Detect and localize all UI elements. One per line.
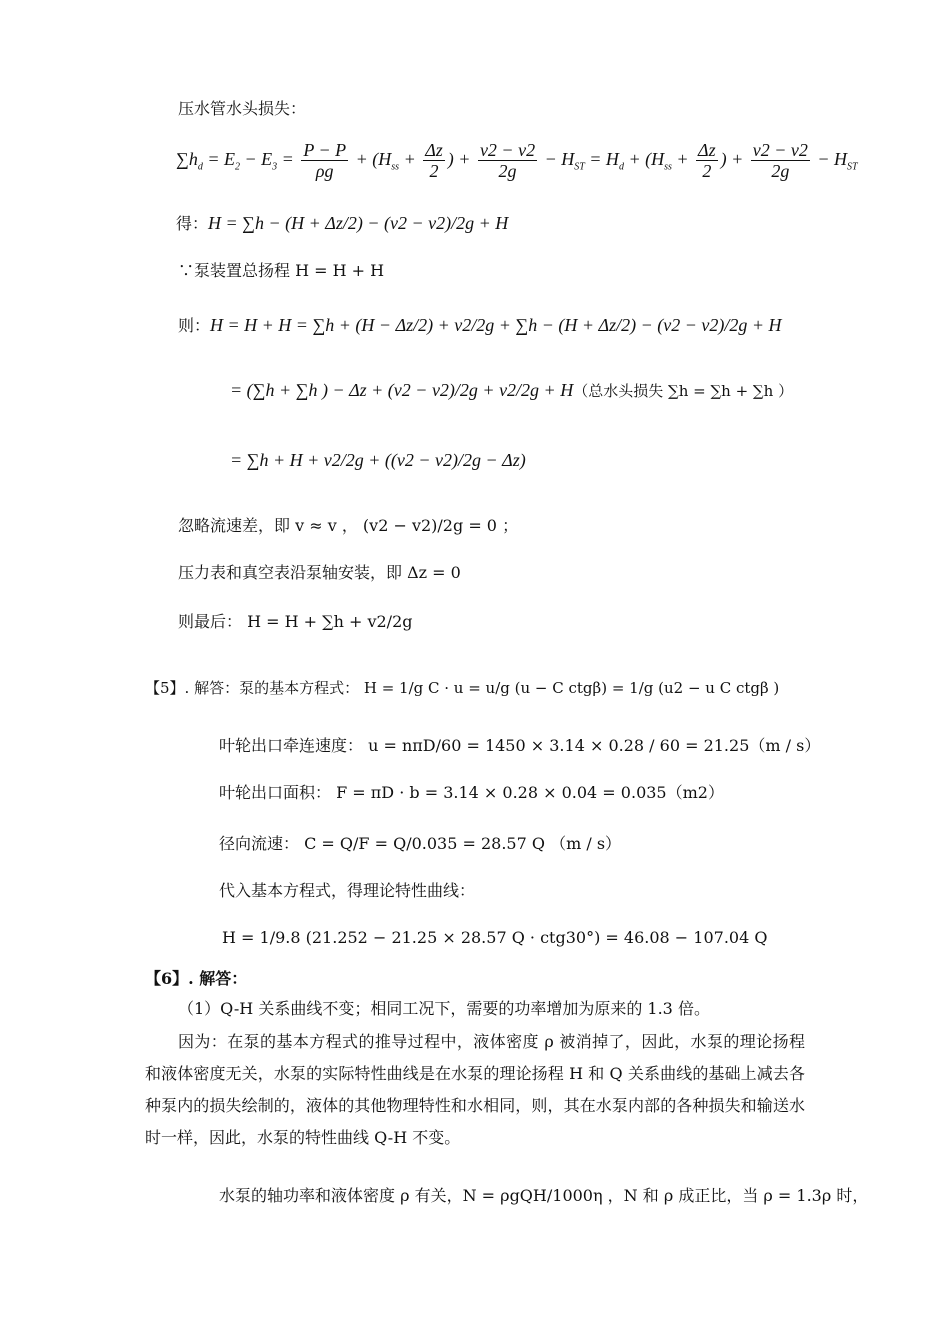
- equation-segment: ) +: [720, 149, 748, 169]
- fraction-numerator: v2 − v2: [752, 140, 808, 161]
- fraction: [696, 140, 718, 181]
- equation-line: 叶轮出口面积： F = πD · b = 3.14 × 0.28 × 0.04 = 0.035（m2）: [219, 783, 724, 802]
- fraction-numerator: Δz: [698, 140, 716, 161]
- equation-line: 径向流速： C = Q/F = Q/0.035 = 28.57 Q （m / s）: [219, 834, 622, 853]
- equation-label: 得：: [176, 214, 209, 233]
- equation-line: ∵泵装置总扬程 H = H + H: [178, 261, 385, 280]
- equation-line: $\sum h_d = E_2 - E_3$ = $\frac{P - P}{\rho g}$ + ($H_{ss}$ + $\frac{\Delta z}{2}$ ) + $\frac{v2 - v2}{2g}$ − $H_{ST} = H_d + (H_{ss}$ + $\frac{\Delta z}{2}$ ) + $\frac{v2 - v2}{2g}$ − $H_{ST}$: [176, 140, 858, 182]
- equation-segment: = E: [202, 149, 235, 169]
- fraction-numerator: v2 − v2: [479, 140, 536, 161]
- equation-label: 则：: [178, 316, 211, 335]
- equation-text: H = H + H = ∑h + (H − Δz/2) + v2/2g + ∑h − (H + Δz/2) − (v2 − v2)/2g + H: [210, 315, 782, 335]
- fraction: [301, 140, 348, 181]
- fraction-denominator: 2g: [771, 161, 790, 182]
- paragraph: 因为：在泵的基本方程式的推导过程中，液体密度 ρ 被消掉了，因此，水泵的理论扬程和液体密度无关，水泵的实际特性曲线是在水泵的理论扬程 H 和 Q 关系曲线的基础上减去各种泵内的损失绘制的，液体的其他物理特性和水相同，则，其在水泵内部的各种损失和输送水时一样，因此，水泵的特性曲线 Q-H 不变。: [145, 1032, 805, 1147]
- equation-line: 叶轮出口牵连速度： u = nπD/60 = 1450 × 3.14 × 0.28 / 60 = 21.25（m / s）: [219, 736, 821, 755]
- text-line: 代入基本方程式，得理论特性曲线：: [219, 881, 476, 900]
- text-line: 压力表和真空表沿泵轴安装，即 Δz = 0: [178, 563, 461, 582]
- equation-line: [230, 370, 793, 410]
- equation-line: 则最后： H = H + ∑h + v2/2g: [178, 612, 413, 631]
- equation-segment: − E: [240, 149, 273, 169]
- equation-segment: = H: [584, 149, 619, 169]
- equation-line: [176, 205, 508, 241]
- equation-segment: ∑h: [176, 149, 198, 169]
- equation-segment: +: [399, 149, 421, 169]
- equation-segment: ) +: [447, 149, 475, 169]
- equation-line: H = 1/9.8 (21.252 − 21.25 × 28.57 Q · ctg30°) = 46.08 − 107.04 Q: [222, 928, 768, 947]
- equation-line: 【5】. 解答：泵的基本方程式： H = 1/g C · u = u/g (u − C ctgβ) = 1/g (u2 − u C ctgβ ): [145, 679, 780, 697]
- fraction: [478, 140, 537, 181]
- equation-line: = ∑h + H + v2/2g + ((v2 − v2)/2g − Δz): [230, 450, 526, 470]
- equation-segment: +: [671, 149, 694, 169]
- fraction-denominator: ρg: [315, 161, 334, 182]
- fraction: [751, 140, 810, 181]
- equation-segment: =: [277, 149, 299, 169]
- text-line: （1）Q-H 关系曲线不变；相同工况下，需要的功率增加为原来的 1.3 倍。: [178, 999, 710, 1018]
- text-line: 压水管水头损失：: [178, 99, 307, 118]
- equation-line: 忽略流速差，即 v ≈ v ， (v2 − v2)/2g = 0 ；: [178, 516, 519, 535]
- equation-note: （总水头损失 ∑h = ∑h + ∑h ）: [573, 382, 794, 400]
- equation-text: = (∑h + ∑h ) − Δz + (v2 − v2)/2g + v2/2g + H: [230, 380, 574, 400]
- section-heading: 【6】. 解答：: [145, 969, 248, 988]
- fraction-denominator: 2: [702, 161, 712, 182]
- fraction-numerator: Δz: [425, 140, 443, 161]
- equation-segment: − H: [812, 149, 848, 169]
- equation-segment: + (H: [623, 149, 665, 169]
- equation-segment: − H: [540, 149, 575, 169]
- equation-segment: + (H: [351, 149, 392, 169]
- fraction-numerator: P − P: [303, 140, 347, 161]
- fraction-denominator: 2: [429, 161, 439, 182]
- equation-line: [178, 305, 782, 345]
- fraction: [423, 140, 445, 181]
- equation-text: H = ∑h − (H + Δz/2) − (v2 − v2)/2g + H: [208, 213, 509, 233]
- equation-line: 水泵的轴功率和液体密度 ρ 有关，N = ρgQH/1000η ，N 和 ρ 成正比，当 ρ = 1.3ρ 时，: [219, 1186, 869, 1205]
- fraction-denominator: 2g: [498, 161, 517, 182]
